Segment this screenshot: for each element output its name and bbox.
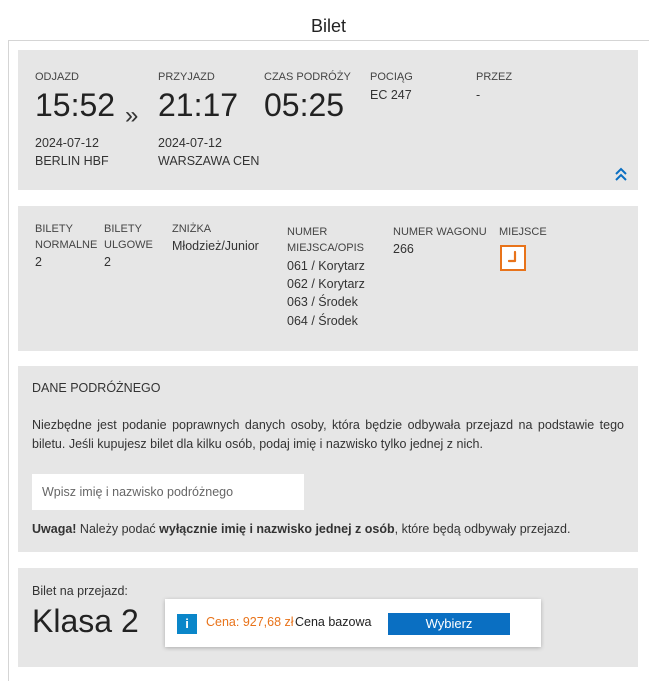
seat-icon[interactable] (500, 245, 526, 271)
arrival-time: 21:17 (158, 87, 239, 123)
arrival-label: PRZYJAZD (158, 71, 215, 83)
seat-list-item: 064 / Środek (287, 314, 358, 328)
reduced-tickets-value: 2 (104, 255, 111, 269)
passenger-description: Niezbędne jest podanie poprawnych danych osoby, która będzie odbywała przejazd na podstawie tego biletu. Jeśli kupujesz bilet dla kilku osób, podaj imię i nazwisko tylko jednej z nich. (32, 418, 624, 451)
ticket-class: Klasa 2 (32, 603, 139, 639)
via-label: PRZEZ (476, 71, 513, 83)
warning-emphasis: wyłącznie imię i nazwisko jednej z osób (159, 522, 395, 536)
normal-tickets-value: 2 (35, 255, 42, 269)
departure-time: 15:52 (35, 87, 116, 123)
normal-tickets-label (35, 221, 97, 253)
reduced-tickets-label (104, 221, 153, 253)
passenger-panel (18, 366, 638, 552)
seat-number-label-line2: MIEJSCA/OPIS (287, 242, 365, 254)
warning-label: Uwaga! (32, 522, 77, 536)
seat-label: MIEJSCE (499, 226, 547, 238)
duration-label: CZAS PODRÓŻY (264, 71, 351, 83)
info-icon[interactable]: i (177, 614, 197, 634)
page-title: Bilet (310, 16, 346, 36)
ticket-details-panel (18, 206, 638, 351)
arrival-date: 2024-07-12 (158, 136, 222, 150)
reduced-tickets-label-line1: BILETY (104, 223, 142, 235)
passenger-heading: DANE PODRÓŻNEGO (32, 381, 161, 395)
warning-text-post: , które będą odbywały przejazd. (394, 522, 571, 536)
via-value: - (476, 88, 481, 102)
double-chevron-up-icon[interactable] (613, 166, 629, 182)
discount-label: ZNIŻKA (172, 223, 212, 235)
fare-price: Cena: 927,68 zł (206, 615, 294, 629)
train-label: POCIĄG (370, 71, 413, 83)
discount-value: Młodzież/Junior (172, 239, 259, 253)
seat-number-label-line1: NUMER (287, 226, 328, 238)
departure-station: BERLIN HBF (35, 154, 109, 168)
fare-panel (18, 568, 638, 667)
wagon-value: 266 (393, 242, 414, 256)
passenger-name-input[interactable] (32, 474, 304, 510)
base-price-label: Cena bazowa (295, 615, 372, 629)
journey-panel (18, 50, 638, 190)
normal-tickets-label-line2: NORMALNE (35, 239, 98, 251)
duration-value: 05:25 (264, 87, 345, 123)
seat-list-item: 063 / Środek (287, 295, 358, 309)
normal-tickets-label-line1: BILETY (35, 223, 73, 235)
seat-list-item: 061 / Korytarz (287, 259, 365, 273)
departure-date: 2024-07-12 (35, 136, 99, 150)
direction-arrow: » (125, 102, 139, 129)
select-fare-button[interactable]: Wybierz (388, 613, 510, 635)
ticket-type-label: Bilet na przejazd: (32, 584, 128, 598)
departure-label: ODJAZD (35, 71, 79, 83)
seat-list-item: 062 / Korytarz (287, 277, 365, 291)
reduced-tickets-label-line2: ULGOWE (104, 239, 153, 251)
wagon-label: NUMER WAGONU (393, 226, 487, 238)
fare-offer-card (165, 599, 541, 647)
arrival-station: WARSZAWA CEN (158, 154, 260, 168)
seat-number-label (287, 224, 364, 256)
train-value: EC 247 (370, 88, 412, 102)
passenger-warning (32, 520, 632, 538)
warning-text-pre: Należy podać (76, 522, 160, 536)
